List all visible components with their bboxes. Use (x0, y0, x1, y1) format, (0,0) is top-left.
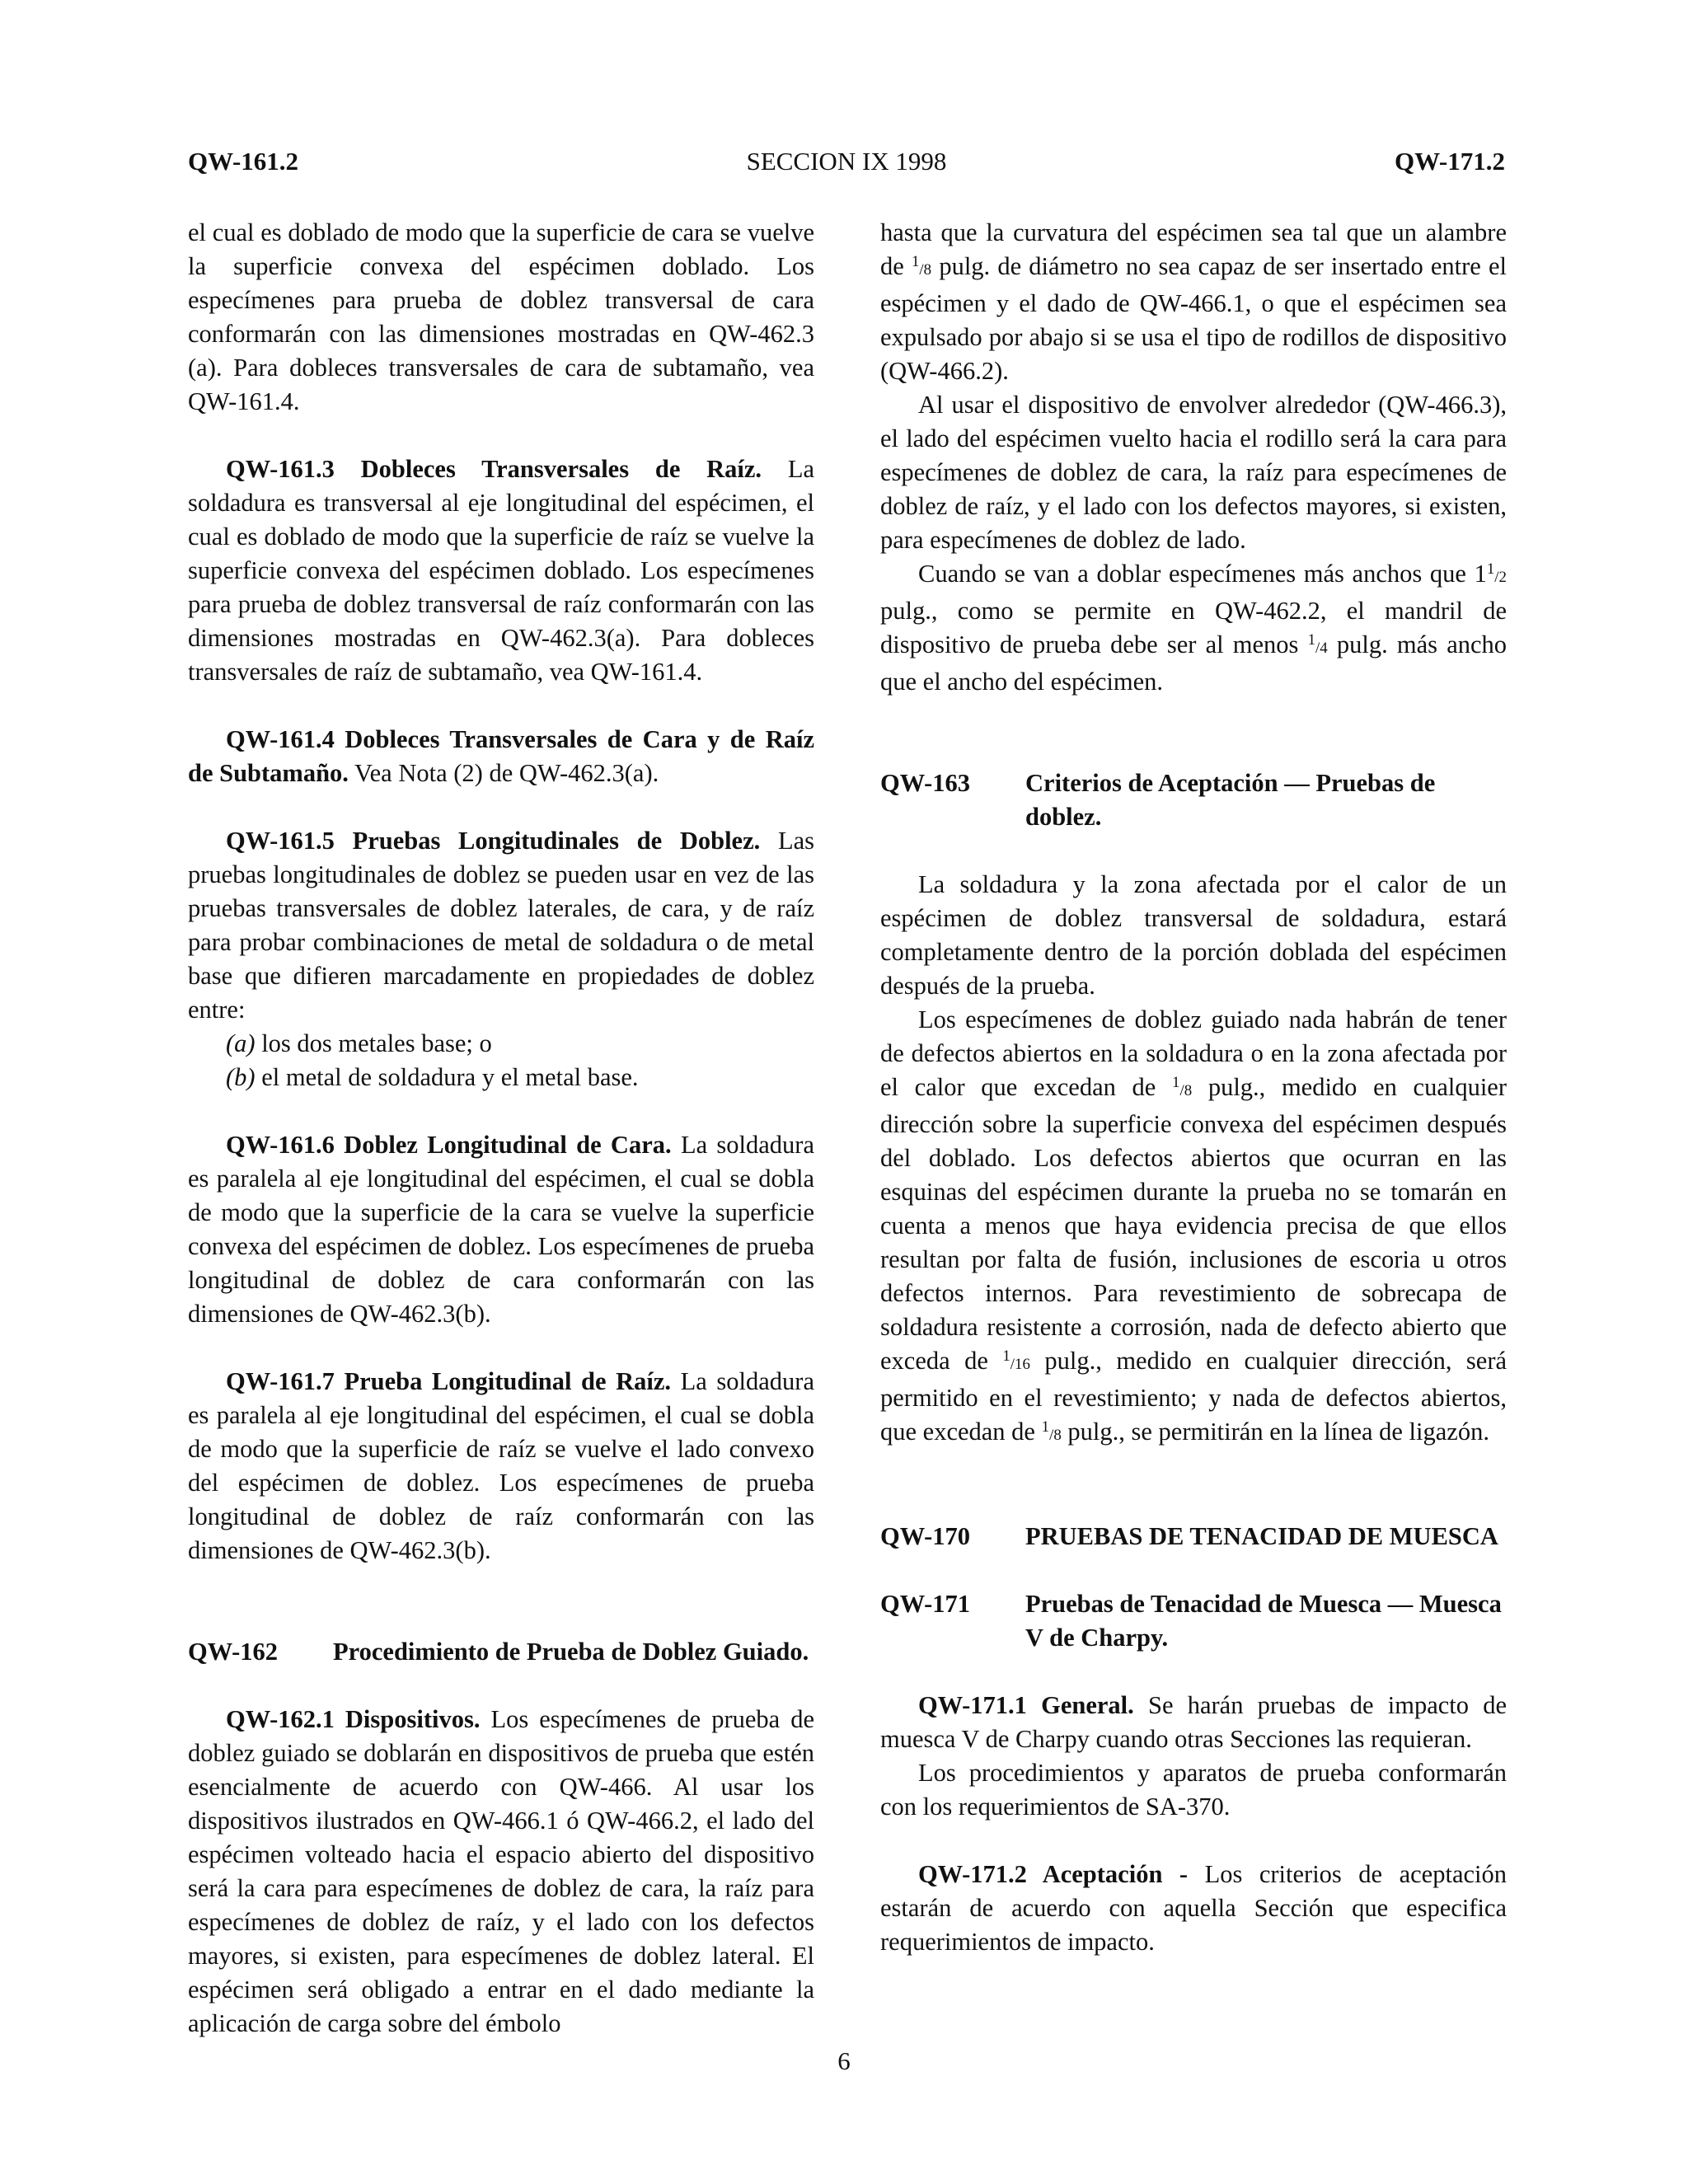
body-qw-161-7: La soldadura es paralela al eje longitudinal del espécimen, el cual se dobla de modo que la superficie de raíz se vuelve el lado convexo del espécimen de doblez. Los especímenes de prueba longitudinal de doblez de raíz conformarán con las dimensiones de QW-462.3(b). (188, 1367, 814, 1564)
paragraph-continued-right (880, 216, 1507, 388)
left-column (188, 216, 814, 2041)
paragraph-sa-370: Los procedimientos y aparatos de prueba conformarán con los requerimientos de SA-370. (880, 1759, 1507, 1821)
list-text-b: el metal de soldadura y el metal base. (261, 1063, 639, 1091)
paragraph-continued: el cual es doblado de modo que la superficie de cara se vuelve la superficie convexa del espécimen doblado. Los especímenes para prueba de doblez transversal de cara conformarán con las dimensiones mostradas en QW-462.3 (a). Para dobleces transversales de cara de subtamaño, vea QW-161.4. (188, 218, 814, 415)
fraction-numerator: 1 (1002, 1347, 1010, 1365)
header-left-section-ref: QW-161.2 (188, 147, 299, 176)
fraction-denominator: /8 (919, 261, 932, 279)
paragraph-qw-161-5 (188, 824, 814, 1027)
text-r3-c: pulg. más ancho que el ancho del espécimen. (880, 630, 1507, 696)
fraction-numerator: 1 (1486, 560, 1495, 578)
paragraph-wrap-device: Al usar el dispositivo de envolver alrededor (QW-466.3), el lado del espécimen vuelto hacia el rodillo será la cara para especímenes de doblez de cara, la raíz para especímenes de doblez de raíz, y el lado con los defectos mayores, si existen, para especímenes de doblez de lado. (880, 391, 1507, 554)
header-right-section-ref: QW-171.2 (1394, 147, 1505, 176)
list-label-b: (b) (226, 1063, 256, 1091)
text-r3-a: Cuando se van a doblar especímenes más anchos que 1 (918, 560, 1487, 588)
fraction-denominator: /8 (1179, 1082, 1193, 1099)
section-number-qw-171: QW-171 (880, 1590, 970, 1618)
list-label-a: (a) (226, 1029, 256, 1057)
page-header (188, 147, 1505, 183)
header-title: SECCION IX 1998 (746, 147, 947, 176)
paragraph-qw-161-4 (188, 723, 814, 790)
paragraph-qw-161-3 (188, 452, 814, 689)
paragraph-open-defects (880, 1003, 1507, 1452)
body-qw-161-5: Las pruebas longitudinales de doblez se pueden usar en vez de las pruebas transversales de doblez laterales, de cara, y de raíz para probar combinaciones de metal de soldadura o de metal base que difieren marcadamente en propiedades de doblez entre: (188, 827, 815, 1024)
paragraph-qw-171-1 (880, 1689, 1507, 1756)
text-r1-a: hasta que la curvatura del espécimen sea tal que un alambre de (880, 218, 1507, 280)
list-item-b (188, 1061, 814, 1094)
paragraph-qw-161-7 (188, 1365, 814, 1568)
body-qw-162-1: Los especímenes de prueba de doblez guiado se doblarán en dispositivos de prueba que estén esencialmente de acuerdo con QW-466. Al usar los dispositivos ilustrados en QW-466.1 ó QW-466.2, el lado del espécimen volteado hacia el espacio abierto del dispositivo será la cara para especímenes de doblez de cara, la raíz para especímenes de doblez de raíz, y el lado con los defectos mayores, si existen, para especímenes de doblez lateral. El espécimen será obligado a entrar en el dado mediante la aplicación de carga sobre del émbolo (188, 1705, 814, 2037)
text-r5-a: Los especímenes de doblez guiado nada habrán de tener de defectos abiertos en la soldadura o en la zona afectada por el calor que excedan de (880, 1005, 1507, 1101)
fraction-numerator: 1 (1307, 630, 1316, 649)
heading-qw-161-6: QW-161.6 Doblez Longitudinal de Cara. (226, 1131, 672, 1159)
body-qw-161-3: La soldadura es transversal al eje longitudinal del espécimen, el cual es doblado de modo que la superficie de raíz se vuelve la superficie convexa del espécimen doblado. Los especímenes para prueba de doblez transversal de raíz conformarán con las dimensiones mostradas en QW-462.3(a). Para dobleces transversales de raíz de subtamaño, vea QW-161.4. (188, 455, 815, 686)
fraction-denominator: /8 (1049, 1427, 1062, 1444)
fraction-numerator: 1 (911, 252, 920, 270)
paragraph-weld-zone: La soldadura y la zona afectada por el calor de un espécimen de doblez transversal de soldadura, estará completamente dentro de la porción doblada del espécimen después de la prueba. (880, 870, 1507, 1000)
section-heading-qw-170 (880, 1520, 1507, 1554)
text-r5-b: pulg., medido en cualquier dirección sobre la superficie convexa del espécimen después del doblado. Los defectos abiertos que ocurran en las esquinas del espécimen durante la prueba no se tomarán en cuenta a menos que haya evidencia precisa de que ellos resultan por falta de fusión, inclusiones de escoria u otros defectos internos. Para revestimiento de sobrecapa de soldadura resistente a corrosión, nada de defecto abierto que exceda de (880, 1073, 1507, 1375)
section-heading-qw-163 (880, 766, 1507, 834)
paragraph-qw-162-1 (188, 1703, 814, 2041)
text-r3-b: pulg., como se permite en QW-462.2, el mandril de dispositivo de prueba debe ser al menos (880, 597, 1507, 658)
heading-qw-161-3: QW-161.3 Dobleces Transversales de Raíz. (226, 455, 762, 483)
fraction-denominator: /2 (1494, 569, 1507, 586)
fraction-numerator: 1 (1041, 1418, 1050, 1436)
section-heading-qw-162 (188, 1635, 814, 1669)
heading-qw-161-4: QW-161.4 Dobleces Transversales de Cara y de Raíz de Subtamaño. (188, 725, 814, 787)
section-number-qw-163: QW-163 (880, 769, 970, 797)
paragraph-qw-171-2 (880, 1858, 1507, 1959)
page-number: 6 (837, 2046, 851, 2075)
section-number-qw-162: QW-162 (188, 1638, 278, 1666)
text-r1-b: pulg. de diámetro no sea capaz de ser insertado entre el espécimen y el dado de QW-466.1, o que el espécimen sea expulsado por abajo si se usa el tipo de rodillos de dispositivo (QW-466.2). (880, 252, 1507, 385)
section-heading-qw-171 (880, 1587, 1507, 1655)
fraction-denominator: /4 (1315, 640, 1328, 657)
section-title-qw-163: Criterios de Aceptación — Pruebas de doblez. (1025, 769, 1436, 831)
heading-qw-171-1: QW-171.1 General. (918, 1691, 1134, 1719)
text-r5-d: pulg., se permitirán en la línea de ligazón. (1067, 1418, 1489, 1446)
right-column (880, 216, 1507, 1959)
heading-qw-161-5: QW-161.5 Pruebas Longitudinales de Doblez. (226, 827, 761, 855)
heading-qw-171-2: QW-171.2 Aceptación - (918, 1860, 1189, 1888)
section-number-qw-170: QW-170 (880, 1522, 970, 1550)
body-qw-161-4: Vea Nota (2) de QW-462.3(a). (354, 759, 659, 787)
paragraph-qw-161-6 (188, 1128, 814, 1331)
paragraph-wider-specimens (880, 557, 1507, 699)
heading-qw-161-7: QW-161.7 Prueba Longitudinal de Raíz. (226, 1367, 672, 1395)
fraction-denominator: /16 (1010, 1356, 1030, 1373)
list-item-a (188, 1027, 814, 1061)
section-title-qw-162: Procedimiento de Prueba de Doblez Guiado. (333, 1638, 809, 1666)
body-qw-171-2: Los criterios de aceptación estarán de acuerdo con aquella Sección que especifica requerimientos de impacto. (880, 1860, 1507, 1956)
section-title-qw-171: Pruebas de Tenacidad de Muesca — Muesca V de Charpy. (1025, 1590, 1502, 1652)
body-qw-161-6: La soldadura es paralela al eje longitudinal del espécimen, el cual se dobla de modo que la superficie de la cara se vuelve la superficie convexa del espécimen de doblez. Los especímenes de prueba longitudinal de doblez de cara conformarán con las dimensiones de QW-462.3(b). (188, 1131, 814, 1328)
section-title-qw-170: PRUEBAS DE TENACIDAD DE MUESCA (1025, 1522, 1498, 1550)
body-qw-171-1: Se harán pruebas de impacto de muesca V de Charpy cuando otras Secciones las requieran. (880, 1691, 1507, 1753)
fraction-numerator: 1 (1171, 1073, 1180, 1091)
list-text-a: los dos metales base; o (261, 1029, 492, 1057)
text-r5-c: pulg., medido en cualquier dirección, será permitido en el revestimiento; y nada de defectos abiertos, que excedan de (880, 1347, 1507, 1446)
heading-qw-162-1: QW-162.1 Dispositivos. (226, 1705, 481, 1733)
